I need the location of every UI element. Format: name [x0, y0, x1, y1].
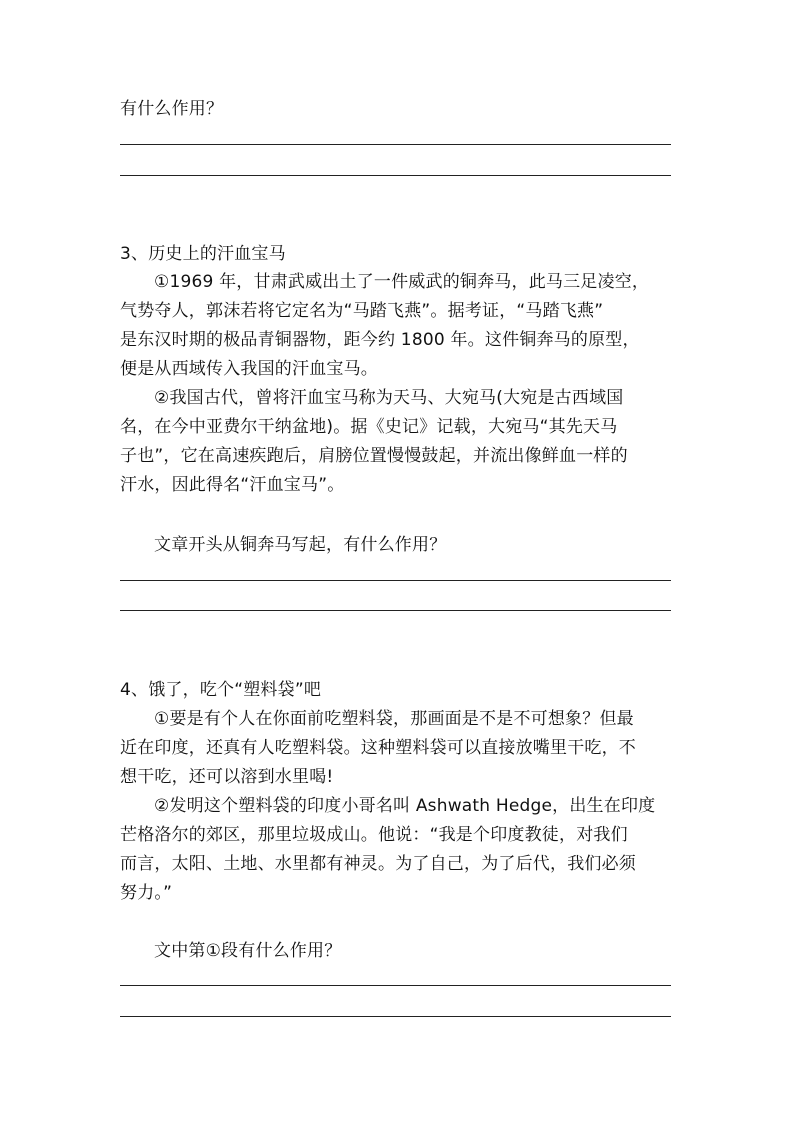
q3-title: 3、历史上的汗血宝马: [120, 244, 286, 264]
q4-p2-line-2: 芒格洛尔的郊区，那里垃圾成山。他说：“我是个印度教徒，对我们: [120, 825, 628, 845]
q2-answer-line-1[interactable]: [120, 144, 671, 145]
q2-answer-line-2[interactable]: [120, 175, 671, 176]
q3-p2-line-3: 子也”，它在高速疾跑后，肩膀位置慢慢鼓起，并流出像鲜血一样的: [120, 446, 628, 466]
q3-p2-line-4: 汗水，因此得名“汗血宝马”。: [120, 475, 345, 495]
q3-answer-line-2[interactable]: [120, 610, 671, 611]
q3-p1-line-2: 气势夺人，郭沫若将它定名为“马踏飞燕”。据考证，“马踏飞燕”: [120, 301, 604, 321]
q4-answer-line-2[interactable]: [120, 1016, 671, 1017]
q4-title: 4、饿了，吃个“塑料袋”吧: [120, 680, 322, 700]
q4-answer-line-1[interactable]: [120, 985, 671, 986]
q3-p2-line-1: ②我国古代，曾将汗血宝马称为天马、大宛马(大宛是古西域国: [154, 388, 624, 408]
q3-p1-line-4: 便是从西域传入我国的汗血宝马。: [120, 359, 378, 379]
q3-p2-line-2: 名，在今中亚费尔干纳盆地)。据《史记》记载，大宛马“其先天马: [120, 417, 618, 437]
q4-question: 文中第①段有什么作用？: [154, 941, 342, 961]
q2-question: 有什么作用？: [120, 99, 224, 119]
q3-answer-line-1[interactable]: [120, 580, 671, 581]
q4-p2-line-4: 努力。”: [120, 883, 173, 903]
q3-question: 文章开头从铜奔马写起，有什么作用？: [154, 535, 447, 555]
q4-p1-line-2: 近在印度，还真有人吃塑料袋。这种塑料袋可以直接放嘴里干吃，不: [120, 738, 636, 758]
q4-p2-line-1: ②发明这个塑料袋的印度小哥名叫 Ashwath Hedge，出生在印度: [154, 796, 656, 816]
q3-p1-line-3: 是东汉时期的极品青铜器物，距今约 1800 年。这件铜奔马的原型，: [120, 330, 640, 350]
q4-p1-line-3: 想干吃，还可以溶到水里喝!: [120, 767, 334, 787]
q4-p1-line-1: ①要是有个人在你面前吃塑料袋，那画面是不是不可想象？但最: [154, 709, 634, 729]
q4-p2-line-3: 而言，太阳、土地、水里都有神灵。为了自己，为了后代，我们必须: [120, 854, 636, 874]
q3-p1-line-1: ①1969 年，甘肃武威出土了一件威武的铜奔马，此马三足凌空，: [154, 272, 650, 292]
